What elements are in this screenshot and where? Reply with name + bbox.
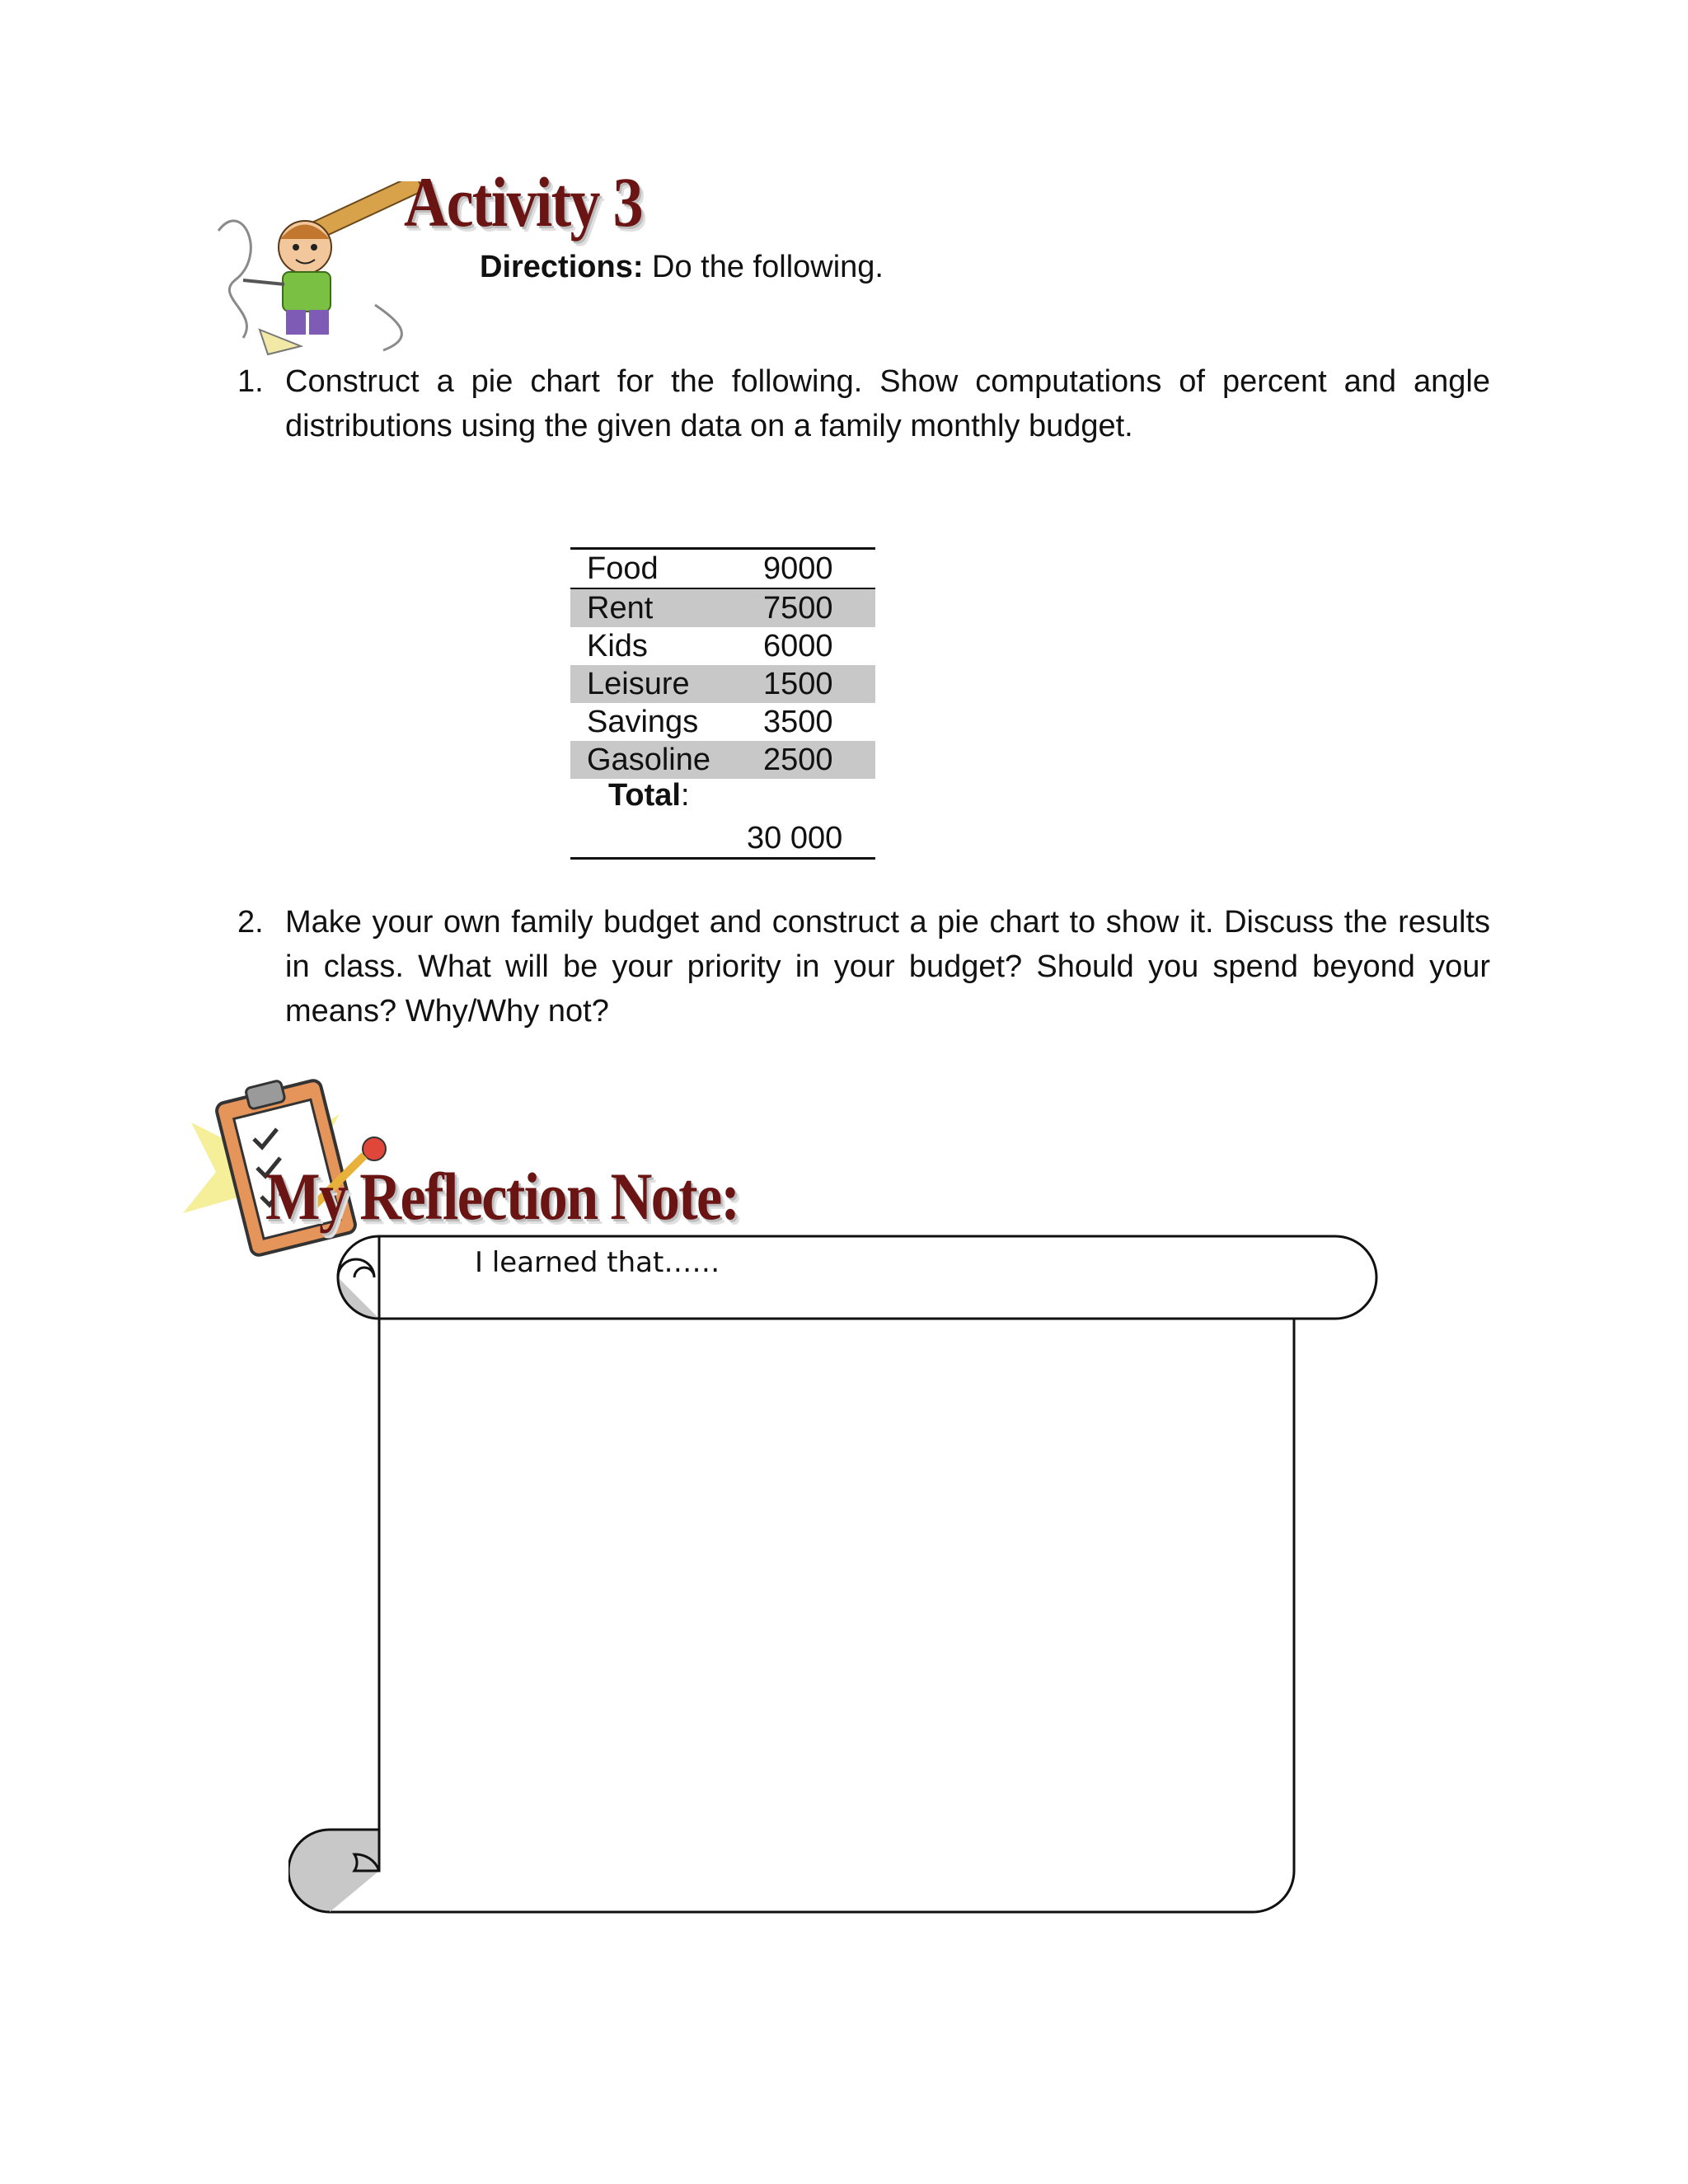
reflection-scroll-frame [288,1228,1393,1920]
row-value: 9000 [752,549,875,589]
question-number: 1. [237,364,264,399]
question-1 [237,359,1490,458]
table-row [570,627,875,665]
row-label: Gasoline [570,741,752,779]
directions [480,250,884,285]
table-row [570,549,875,589]
row-label: Rent [570,588,752,627]
row-label: Food [570,549,752,589]
row-label: Kids [587,629,648,663]
total-label [608,778,690,813]
row-label: Savings [587,705,699,739]
row-value: 7500 [752,588,875,627]
row-value: 2500 [752,741,875,779]
activity-title: Activity 3 [404,162,642,241]
reflection-title: My Reflection Note: [265,1159,739,1234]
table-bottom-rule [570,857,875,860]
total-value: 30 000 [747,821,843,855]
row-value: 6000 [763,629,833,663]
table-row [570,741,875,779]
question-text: Construct a pie chart for the following. Show computations of percent and angle distributions using the given data on a family monthly budget. [285,364,1490,443]
directions-label: Directions: [480,250,644,284]
table-row [570,588,875,627]
question-text: Make your own family budget and construct a pie chart to show it. Discuss the results in class. What will be your priority in your budget? Should you spend beyond your means? Why/Why not? [285,905,1490,1029]
reflection-prompt: I learned that…… [475,1246,720,1279]
budget-table [570,547,875,779]
table-row [570,703,875,741]
directions-text: Do the following. [643,250,884,284]
row-label: Leisure [570,665,752,703]
table-row [570,665,875,703]
row-value: 1500 [752,665,875,703]
question-number: 2. [237,905,264,940]
row-value: 3500 [763,705,833,739]
activity-clipart-boy-icon [210,181,424,359]
total-colon: : [680,778,690,813]
total-label-text: Total [608,778,681,813]
question-2 [237,900,1490,1040]
